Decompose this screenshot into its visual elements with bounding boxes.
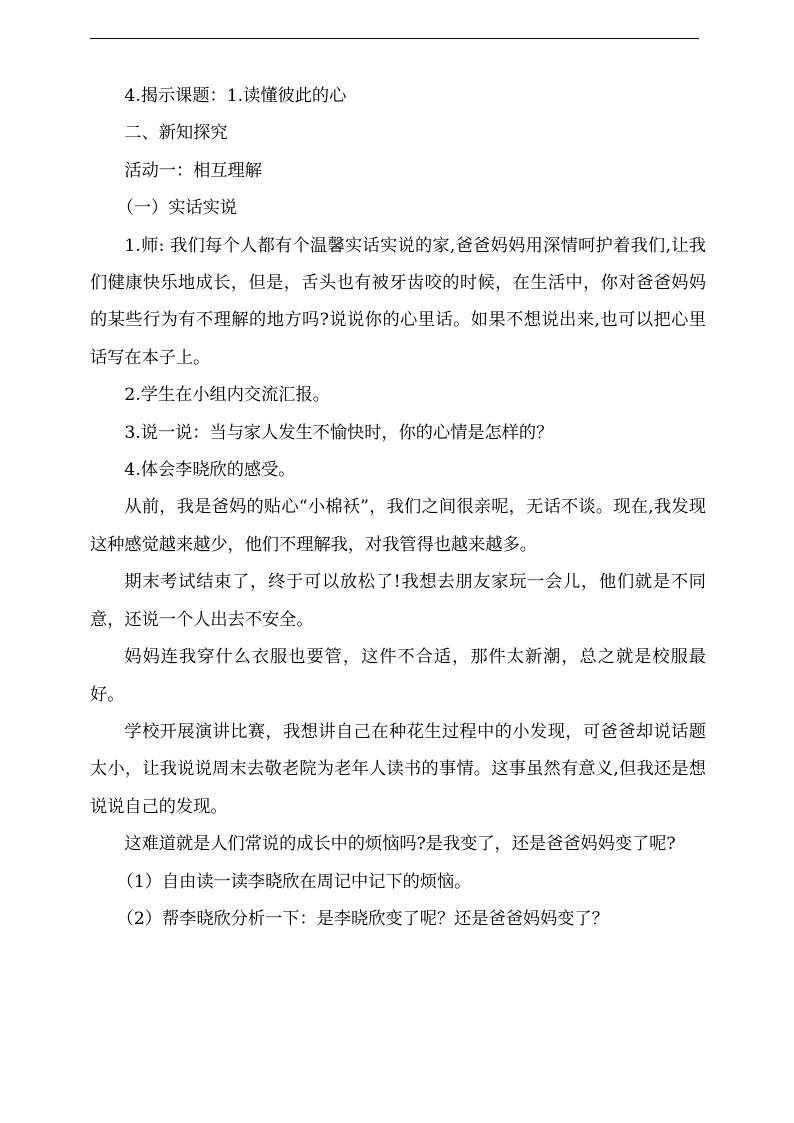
paragraph-group-report: 2.学生在小组内交流汇报。 — [124, 385, 330, 406]
subsection-heading: （一）实话实说 — [116, 198, 237, 219]
paragraph-story-3: 妈妈连我穿什么衣服也要管，这件不合适，那件太新潮，总之就是校服最好。 — [90, 647, 706, 705]
paragraph-experience: 4.体会李晓欣的感受。 — [124, 460, 296, 481]
paragraph-task-1: （1）自由读一读李晓欣在周记中记下的烦恼。 — [116, 871, 472, 892]
paragraph-discussion: 3.说一说：当与家人发生不愉快时，你的心情是怎样的？ — [124, 422, 554, 443]
paragraph-task-2: （2）帮李晓欣分析一下：是李晓欣变了呢？还是爸爸妈妈变了？ — [116, 908, 609, 929]
paragraph-teacher-prompt: 1.师: 我们每个人都有个温馨实话实说的家,爸爸妈妈用深情呵护着我们,让我们健康快乐地成长，但是，舌头也有被牙齿咬的时候，在生活中，你对爸爸妈妈的某些行为有不理解的地方吗?说说你的心里话。如果不想说出来,也可以把心里话写在本子上。 — [90, 235, 706, 368]
header-rule — [90, 38, 699, 39]
paragraph-reveal-topic: 4.揭示课题：1.读懂彼此的心 — [124, 86, 347, 106]
paragraph-story-1: 从前，我是爸妈的贴心“小棉袄”，我们之间很亲呢，无话不谈。现在,我发现这种感觉越来越少，他们不理解我，对我管得也越来越多。 — [90, 497, 706, 555]
paragraph-story-2: 期末考试结束了，终于可以放松了!我想去朋友家玩一会儿，他们就是不同意，还说一个人出去不安全。 — [90, 572, 706, 630]
paragraph-story-4: 学校开展演讲比赛，我想讲自己在种花生过程中的小发现，可爸爸却说话题太小，让我说说周末去敬老院为老年人读书的事情。这事虽然有意义,但我还是想说说自己的发现。 — [90, 721, 706, 817]
section-heading-new-knowledge: 二、新知探究 — [124, 123, 228, 144]
activity-heading: 活动一：相互理解 — [124, 160, 262, 181]
paragraph-story-question: 这难道就是人们常说的成长中的烦恼吗?是我变了，还是爸爸妈妈变了呢? — [124, 834, 676, 855]
document-body — [90, 78, 706, 938]
